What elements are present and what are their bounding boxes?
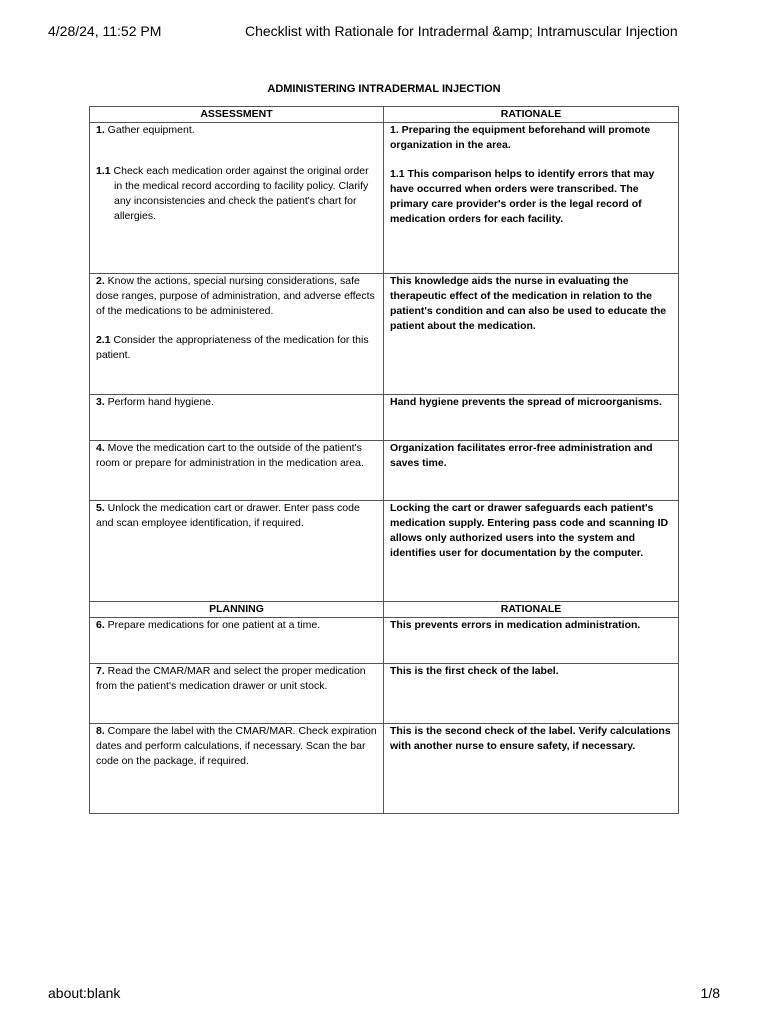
step-cell — [90, 664, 384, 724]
print-page-title: Checklist with Rationale for Intradermal &amp; Intramuscular Injection — [245, 23, 678, 39]
rationale-text: This knowledge aids the nurse in evaluating the therapeutic effect of the medication in relation to the patient's condition and can also be used to educate the patient about the medication. — [390, 275, 667, 332]
rationale-text: Hand hygiene prevents the spread of microorganisms. — [390, 396, 662, 408]
step-cell — [90, 724, 384, 814]
section-header-row — [90, 602, 679, 618]
step-text: 1. Gather equipment. — [96, 124, 195, 136]
rationale-text: 1. Preparing the equipment beforehand will promote organization in the area. — [390, 124, 651, 151]
step-text: 3. Perform hand hygiene. — [96, 396, 214, 408]
rationale-text: 1.1 This comparison helps to identify errors that may have occurred when orders were transcribed. The primary care provider's order is the legal record of medication orders for each facility. — [390, 168, 655, 225]
table-row — [90, 664, 679, 724]
document-title: ADMINISTERING INTRADERMAL INJECTION — [267, 83, 501, 95]
planning-header: PLANNING — [90, 602, 384, 618]
step-text: 7. Read the CMAR/MAR and select the proper medication from the patient's medication drawer or unit stock. — [96, 665, 366, 692]
print-datetime: 4/28/24, 11:52 PM — [48, 23, 162, 39]
print-url: about:blank — [48, 985, 121, 1001]
step-text: 4. Move the medication cart to the outside of the patient's room or prepare for administration in the medication area. — [96, 442, 364, 469]
table-row — [90, 501, 679, 602]
rationale-cell — [384, 123, 679, 274]
table-row — [90, 274, 679, 395]
rationale-text: Locking the cart or drawer safeguards each patient's medication supply. Entering pass code and scanning ID allows only authorized users into the system and identifies user for documentation by the computer. — [390, 502, 669, 559]
step-cell — [90, 501, 384, 602]
assessment-header: ASSESSMENT — [90, 107, 384, 123]
step-text: 1.1 Check each medication order against the original order in the medical record according to facility policy. Clarify any inconsistencies and check the patient's chart for allergies. — [96, 165, 369, 222]
rationale-cell — [384, 274, 679, 395]
step-text: 2. Know the actions, special nursing considerations, safe dose ranges, purpose of administration, and adverse effects of the medications to be administered. — [96, 275, 375, 317]
step-cell — [90, 274, 384, 395]
rationale-cell — [384, 664, 679, 724]
step-text: 6. Prepare medications for one patient at a time. — [96, 619, 321, 631]
rationale-cell — [384, 395, 679, 441]
rationale-text: This is the second check of the label. Verify calculations with another nurse to ensure safety, if necessary. — [390, 725, 671, 752]
rationale-cell — [384, 441, 679, 501]
step-text: 5. Unlock the medication cart or drawer. Enter pass code and scan employee identification, if required. — [96, 502, 360, 529]
rationale-cell — [384, 501, 679, 602]
table-row — [90, 441, 679, 501]
step-cell — [90, 441, 384, 501]
rationale-text: Organization facilitates error-free administration and saves time. — [390, 442, 653, 469]
step-cell — [90, 395, 384, 441]
table-row — [90, 123, 679, 274]
step-cell — [90, 618, 384, 664]
checklist-table — [89, 106, 679, 814]
table-row — [90, 724, 679, 814]
rationale-text: This prevents errors in medication administration. — [390, 619, 641, 631]
rationale-header: RATIONALE — [384, 107, 679, 123]
page-number: 1/8 — [700, 985, 720, 1001]
rationale-cell — [384, 724, 679, 814]
table-row — [90, 618, 679, 664]
section-header-row — [90, 107, 679, 123]
rationale-text: This is the first check of the label. — [390, 665, 559, 677]
table-row — [90, 395, 679, 441]
step-text: 8. Compare the label with the CMAR/MAR. Check expiration dates and perform calculations, if necessary. Scan the bar code on the package, if required. — [96, 725, 377, 767]
step-cell — [90, 123, 384, 274]
rationale-header: RATIONALE — [384, 602, 679, 618]
rationale-cell — [384, 618, 679, 664]
step-text: 2.1 Consider the appropriateness of the medication for this patient. — [96, 334, 369, 361]
